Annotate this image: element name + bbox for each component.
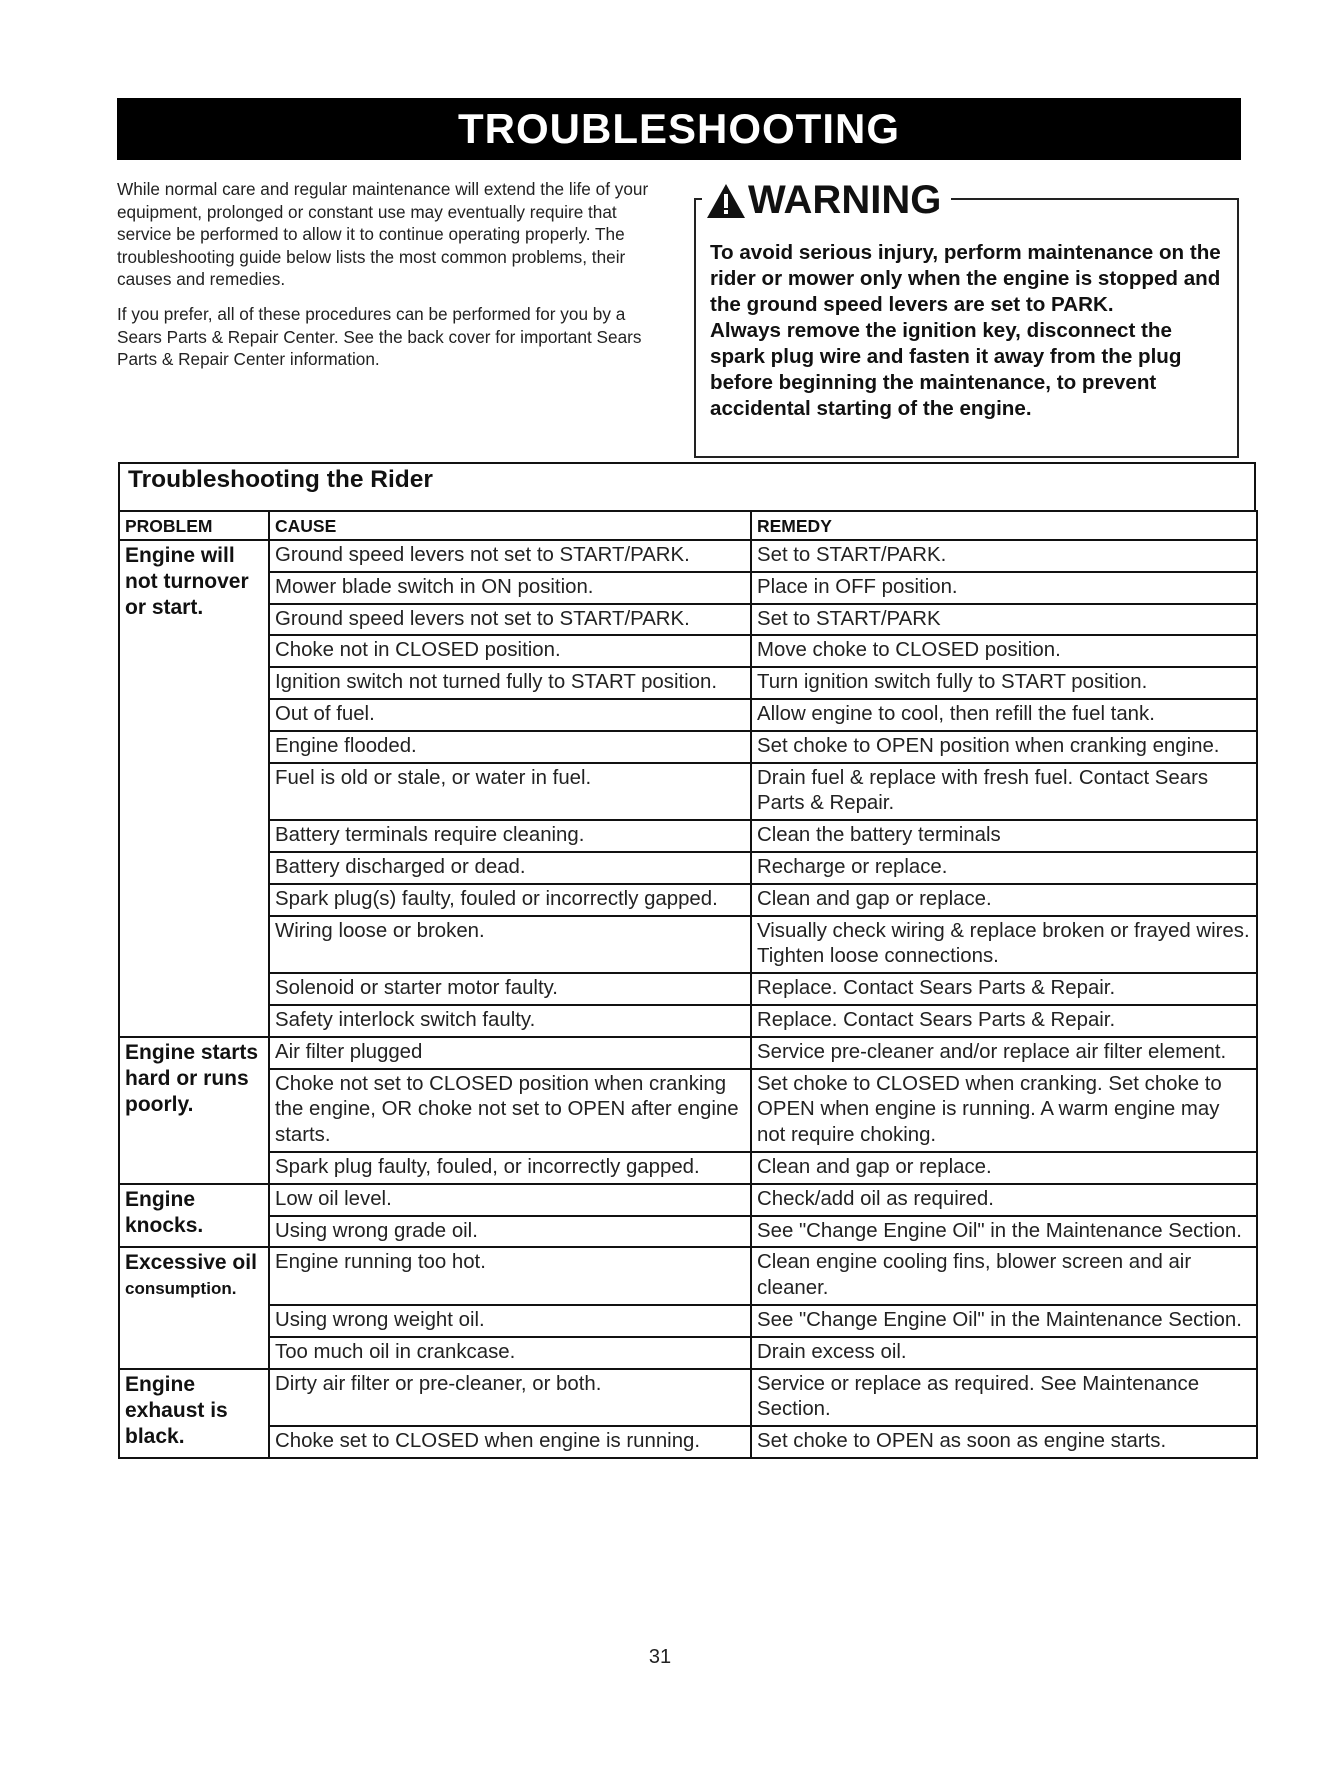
table-row: [119, 763, 1257, 821]
problem-text: Excessive oil: [125, 1251, 257, 1275]
remedy-cell: Place in OFF position.: [751, 572, 1257, 604]
cause-cell: Engine flooded.: [269, 731, 751, 763]
remedy-cell: Clean and gap or replace.: [751, 884, 1257, 916]
cause-cell: Using wrong weight oil.: [269, 1305, 751, 1337]
table-header-row: [119, 511, 1257, 540]
warning-body: [710, 240, 1230, 422]
table-row: [119, 667, 1257, 699]
problem-text: Engine starts hard or runs poorly.: [125, 1040, 259, 1116]
warning-paragraph-2: Always remove the ignition key, disconnect the spark plug wire and fasten it away from the plug before beginning the maintenance, to prevent accidental starting of the engine.: [710, 319, 1182, 420]
cause-cell: Dirty air filter or pre-cleaner, or both.: [269, 1369, 751, 1427]
table-title: Troubleshooting the Rider: [118, 462, 1256, 510]
problem-cell: [119, 1369, 269, 1458]
remedy-cell: Turn ignition switch fully to START position.: [751, 667, 1257, 699]
table-body: [119, 540, 1257, 1458]
intro-text: [117, 178, 665, 383]
cause-cell: Spark plug faulty, fouled, or incorrectly gapped.: [269, 1152, 751, 1184]
intro-paragraph-1: While normal care and regular maintenance will extend the life of your equipment, prolonged or constant use may eventually require that service be performed to allow it to continue operating properly. The troubleshooting guide below lists the most common problems, their causes and remedies.: [117, 179, 649, 290]
table-row: [119, 973, 1257, 1005]
cause-cell: Choke not in CLOSED position.: [269, 635, 751, 667]
problem-cell: [119, 1037, 269, 1184]
troubleshooting-table: [118, 510, 1258, 1459]
page-title: TROUBLESHOOTING: [458, 105, 900, 152]
remedy-cell: Set choke to OPEN position when cranking engine.: [751, 731, 1257, 763]
cause-cell: Too much oil in crankcase.: [269, 1337, 751, 1369]
problem-text: Engine will not turnover or start.: [125, 544, 249, 619]
problem-cell: [119, 1184, 269, 1248]
warning-box: [694, 178, 1239, 458]
remedy-cell: Check/add oil as required.: [751, 1184, 1257, 1216]
cause-cell: Safety interlock switch faulty.: [269, 1005, 751, 1037]
table-row: [119, 699, 1257, 731]
table-row: [119, 572, 1257, 604]
problem-cell: [119, 1247, 269, 1368]
table-row: [119, 1037, 1257, 1069]
remedy-cell: Move choke to CLOSED position.: [751, 635, 1257, 667]
remedy-cell: See "Change Engine Oil" in the Maintenance Section.: [751, 1216, 1257, 1248]
table-row: [119, 1216, 1257, 1248]
cause-cell: Air filter plugged: [269, 1037, 751, 1069]
table-row: [119, 852, 1257, 884]
warning-title: WARNING: [748, 178, 942, 222]
table-row: [119, 884, 1257, 916]
remedy-cell: Visually check wiring & replace broken or frayed wires. Tighten loose connections.: [751, 916, 1257, 974]
cause-cell: Out of fuel.: [269, 699, 751, 731]
cause-cell: Solenoid or starter motor faulty.: [269, 973, 751, 1005]
intro-paragraph-2: If you prefer, all of these procedures can be performed for you by a Sears Parts & Repair Center. See the back cover for important Sears Parts & Repair Center information.: [117, 303, 642, 370]
remedy-cell: Clean and gap or replace.: [751, 1152, 1257, 1184]
table-row: [119, 1152, 1257, 1184]
table-row: [119, 1247, 1257, 1305]
header-problem: PROBLEM: [119, 511, 269, 540]
cause-cell: Engine running too hot.: [269, 1247, 751, 1305]
remedy-cell: Set choke to OPEN as soon as engine starts.: [751, 1426, 1257, 1458]
cause-cell: Ignition switch not turned fully to START position.: [269, 667, 751, 699]
problem-cell: [119, 540, 269, 1037]
problem-text: Engine exhaust is black.: [125, 1372, 228, 1448]
problem-text-line2: consumption.: [125, 1279, 237, 1299]
cause-cell: Battery terminals require cleaning.: [269, 820, 751, 852]
table-row: [119, 1005, 1257, 1037]
cause-cell: Choke not set to CLOSED position when cranking the engine, OR choke not set to OPEN after engine starts.: [269, 1069, 751, 1152]
remedy-cell: Set to START/PARK: [751, 604, 1257, 636]
page-number: 31: [648, 1646, 672, 1668]
table-row: [119, 1426, 1257, 1458]
table-row: [119, 1069, 1257, 1152]
remedy-cell: Drain fuel & replace with fresh fuel. Contact Sears Parts & Repair.: [751, 763, 1257, 821]
warning-triangle-icon: [706, 183, 746, 219]
remedy-cell: See "Change Engine Oil" in the Maintenance Section.: [751, 1305, 1257, 1337]
table-row: [119, 731, 1257, 763]
remedy-cell: Clean the battery terminals: [751, 820, 1257, 852]
table-row: [119, 635, 1257, 667]
remedy-cell: Service pre-cleaner and/or replace air filter element.: [751, 1037, 1257, 1069]
cause-cell: Ground speed levers not set to START/PARK.: [269, 540, 751, 572]
table-row: [119, 540, 1257, 572]
cause-cell: Choke set to CLOSED when engine is running.: [269, 1426, 751, 1458]
remedy-cell: Replace. Contact Sears Parts & Repair.: [751, 973, 1257, 1005]
table-row: [119, 1305, 1257, 1337]
cause-cell: Low oil level.: [269, 1184, 751, 1216]
cause-cell: Using wrong grade oil.: [269, 1216, 751, 1248]
remedy-cell: Replace. Contact Sears Parts & Repair.: [751, 1005, 1257, 1037]
remedy-cell: Recharge or replace.: [751, 852, 1257, 884]
remedy-cell: Set choke to CLOSED when cranking. Set choke to OPEN when engine is running. A warm engine may not require choking.: [751, 1069, 1257, 1152]
remedy-cell: Service or replace as required. See Maintenance Section.: [751, 1369, 1257, 1427]
page-banner: [117, 98, 1241, 160]
cause-cell: Mower blade switch in ON position.: [269, 572, 751, 604]
cause-cell: Spark plug(s) faulty, fouled or incorrectly gapped.: [269, 884, 751, 916]
remedy-cell: Allow engine to cool, then refill the fuel tank.: [751, 699, 1257, 731]
cause-cell: Wiring loose or broken.: [269, 916, 751, 974]
cause-cell: Battery discharged or dead.: [269, 852, 751, 884]
table-row: [119, 604, 1257, 636]
remedy-cell: Set to START/PARK.: [751, 540, 1257, 572]
table-row: [119, 916, 1257, 974]
table-row: [119, 1184, 1257, 1216]
troubleshooting-table-section: [118, 462, 1256, 1459]
cause-cell: Ground speed levers not set to START/PARK.: [269, 604, 751, 636]
cause-cell: Fuel is old or stale, or water in fuel.: [269, 763, 751, 821]
problem-text: Engine knocks.: [125, 1187, 204, 1237]
warning-heading: [702, 178, 951, 223]
header-cause: CAUSE: [269, 511, 751, 540]
remedy-cell: Clean engine cooling fins, blower screen and air cleaner.: [751, 1247, 1257, 1305]
table-row: [119, 1337, 1257, 1369]
table-row: [119, 820, 1257, 852]
header-remedy: REMEDY: [751, 511, 1257, 540]
warning-paragraph-1: To avoid serious injury, perform maintenance on the rider or mower only when the engine is stopped and the ground speed levers are set to PARK.: [710, 241, 1221, 316]
remedy-cell: Drain excess oil.: [751, 1337, 1257, 1369]
table-row: [119, 1369, 1257, 1427]
